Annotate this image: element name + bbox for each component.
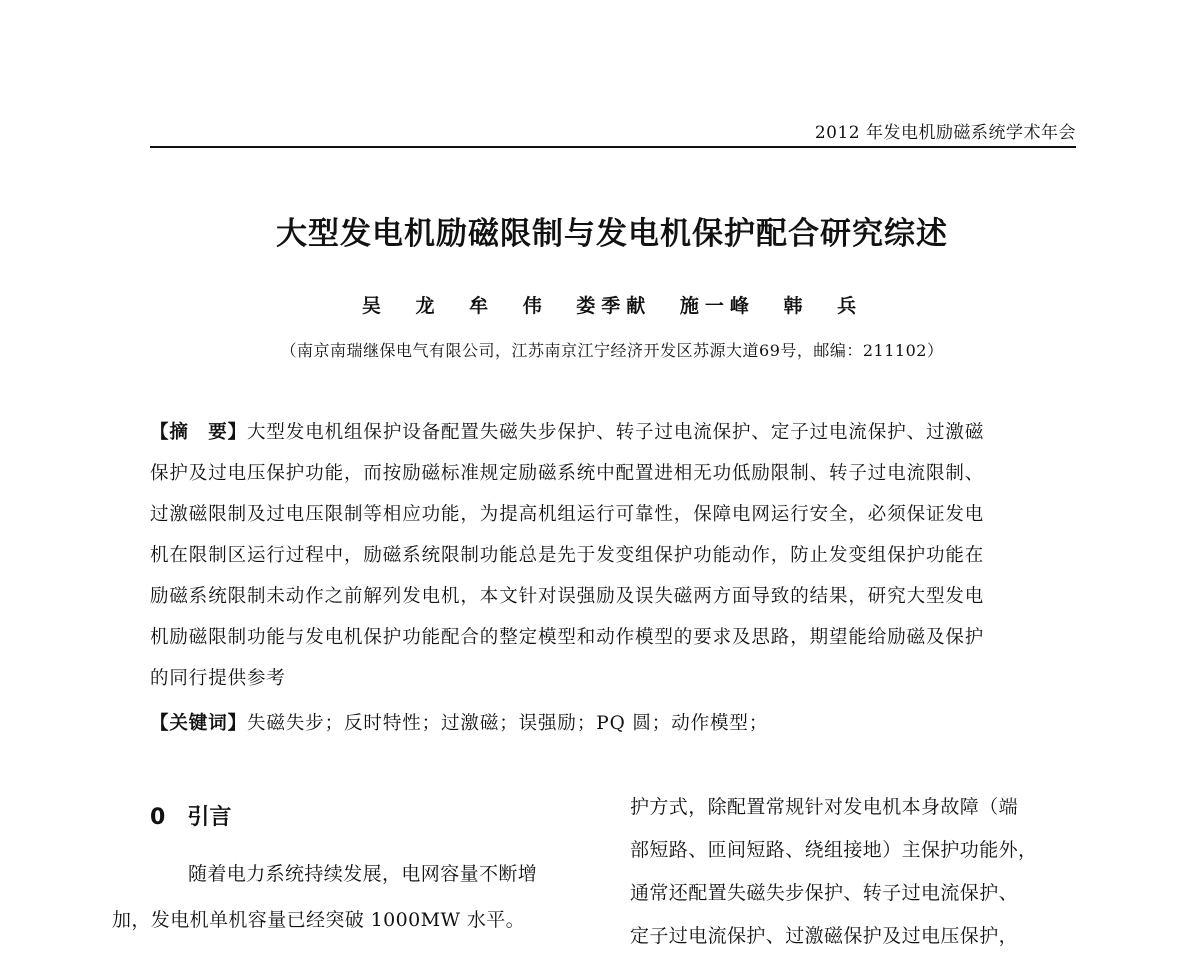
paper-title: 大型发电机励磁限制与发电机保护配合研究综述 [276, 216, 948, 252]
body-right-line-3: 通常还配置失磁失步保护、转子过电流保护、 [630, 882, 1019, 904]
keywords-label: 【关键词】 [150, 713, 248, 734]
section-number: 0 [150, 805, 166, 830]
abstract-line-3: 过激磁限制及过电压限制等相应功能，为提高机组运行可靠性，保障电网运行安全，必须保证发电 [150, 504, 985, 525]
abstract-block [150, 412, 1072, 699]
body-right-line-4: 定子过电流保护、过激磁保护及过电压保护， [630, 925, 1019, 947]
abstract-line-6: 机励磁限制功能与发电机保护功能配合的整定模型和动作模型的要求及思路，期望能给励磁及保护 [150, 627, 985, 648]
keywords-block [150, 703, 1072, 744]
body-right-line-1: 护方式，除配置常规针对发电机本身故障（端 [630, 796, 1019, 818]
header-rule [150, 146, 1076, 148]
abstract-line-2: 保护及过电压保护功能，而按励磁标准规定励磁系统中配置进相无功低励限制、转子过电流限制、 [150, 463, 985, 484]
abstract-line-4: 机在限制区运行过程中，励磁系统限制功能总是先于发变组保护功能动作，防止发变组保护功能在 [150, 545, 985, 566]
running-header: 2012 年发电机励磁系统学术年会 [814, 123, 1076, 143]
body-left-line-1: 随着电力系统持续发展，电网容量不断增 [188, 863, 538, 885]
body-left-column [112, 851, 590, 943]
body-left-line-2: 加，发电机单机容量已经突破 1000MW 水平。 [112, 909, 526, 931]
section-heading [150, 800, 231, 831]
paper-affiliation: （南京南瑞继保电气有限公司，江苏南京江宁经济开发区苏源大道69号，邮编：211102） [280, 341, 944, 360]
section-title: 引言 [187, 805, 232, 830]
keywords-text: 失磁失步；反时特性；过激磁；误强励；PQ 圆；动作模型； [247, 713, 769, 734]
abstract-line-1-text: 大型发电机组保护设备配置失磁失步保护、转子过电流保护、定子过电流保护、过激磁 [247, 422, 985, 443]
body-right-line-2: 部短路、匝间短路、绕组接地）主保护功能外， [630, 839, 1038, 861]
abstract-label: 【摘 要】 [150, 422, 248, 443]
body-right-column [630, 786, 1080, 958]
paper-authors: 吴 龙 牟 伟 娄季献 施一峰 韩 兵 [361, 295, 863, 317]
abstract-line-5: 励磁系统限制未动作之前解列发电机，本文针对误强励及误失磁两方面导致的结果，研究大型发电 [150, 586, 985, 607]
abstract-line-7: 的同行提供参考 [150, 668, 286, 689]
abstract-line-1 [150, 412, 1072, 453]
